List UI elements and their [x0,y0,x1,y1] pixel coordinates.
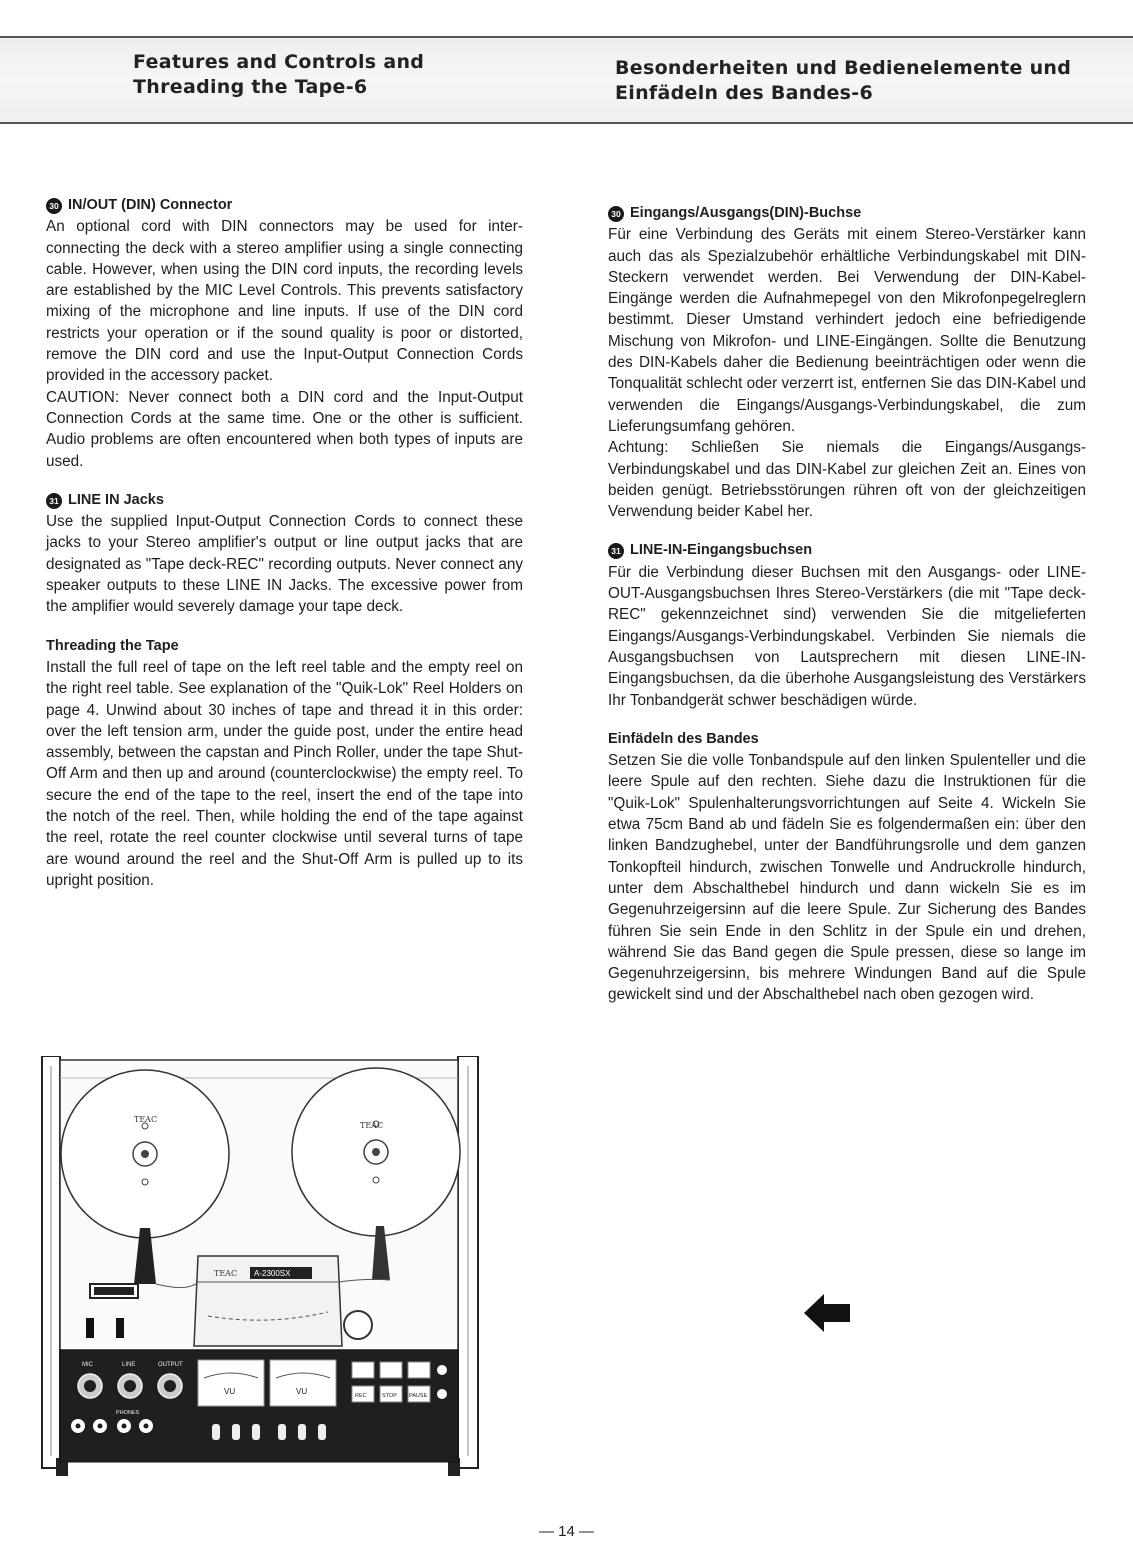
section-31-body: Use the supplied Input-Output Connection Cords to connect these jacks to your Stereo amplifier's output or line output jacks that are designated as "Tape deck-REC" recording outputs. Never connect any speaker outputs to these LINE IN Jacks. The excessive power from the amplifier would severely damage your tape deck. [46,513,523,616]
toggle-switch [232,1424,240,1440]
threading-body: Install the full reel of tape on the left reel table and the empty reel on the right reel table. See explanation of the "Quik-Lok" Reel Holders on page 4. Unwind about 30 inches of tape and thread it in this order: over the left tension arm, under the guide post, under the entire head assembly, between the capstan and Pinch Roller, under the tape Shut-Off Arm and then up and around (counterclockwise) the empty reel. To secure the end of the tape to the reel, insert the end of the tape into the notch of the reel. Then, while holding the end of the tape against the reel, rotate the reel counter clockwise until several turns of tape are wound around the reel and the Shut-Off Arm is pulled up to its upright position. [46,658,523,889]
header-title-english-line2: Threading the Tape-6 [133,76,368,98]
transport-label-rec: REC [355,1393,367,1399]
knob-label-mic: MIC [82,1362,93,1368]
section-30-body: An optional cord with DIN connectors may be used for inter-connecting the deck with a stereo amplifier using a single connecting cable. However, when using the DIN cord inputs, the recording levels are established by the MIC Level Controls. This prevents satisfactory mixing of the microphone and line inputs. If use of the DIN cord restricts your operation or if the sound quality is poor or distorted, remove the DIN cord and use the Input-Output Connection Cords provided in the accessory packet. [46,218,523,385]
german-column [608,203,1086,1006]
page-number: — 14 — [538,1523,595,1540]
toggle-switch [298,1424,306,1440]
toggle-switch [318,1424,326,1440]
section-31-body-de: Für die Verbindung dieser Buchsen mit den Ausgangs- oder LINE-OUT-Ausgangsbuchsen Ihres Stereo-Verstärkers (die mit "Tape deck-REC" gekennzeichnet sind) verwenden Sie die mitgelieferten Eingangs/Ausgangs-Verbindungskabel. Verbinden Sie niemals die Ausgangsbuchsen von Lautsprechern mit diesen LINE-IN-Eingangsbuchsen, da die überhohe Ausgangsleistung des Verstärkers Ihr Tonbandgerät schwer beschädigen würde. [608,563,1086,709]
toggle-switch [252,1424,260,1440]
phones-label: PHONES [116,1410,140,1416]
section-number-badge: 31 [608,543,624,559]
section-30-body-de: Für eine Verbindung des Geräts mit einem Stereo-Verstärker kann auch das als Spezialzubehör erhältliche Verbindungskabel mit DIN-Steckern verwendet werden. Bei Verwendung der DIN-Kabel-Eingänge werden die Aufnahmepegel von den Mikrofonpegelreglern bestimmt. Dieser Umstand verhindert jedoch eine befriedigende Mischung von Mikrofon- und LINE-Eingängen. Sollte die Benutzung des DIN-Kabels daher die Bedienung beeinträchtigen oder wenn die Tonqualität schlecht oder verzerrt ist, entfernen Sie das DIN-Kabel und verwenden die Eingangs/Ausgangs-Verbindungskabel, die zum Lieferungsumfang gehören. [608,226,1086,435]
section-31-title: LINE IN Jacks [68,491,164,508]
vu-label-left: VU [224,1387,236,1396]
section-31-title-de: LINE-IN-Eingangsbuchsen [630,542,813,559]
section-30-title: IN/OUT (DIN) Connector [68,197,233,213]
left-reel-brand: TEAC [134,1115,158,1124]
section-number-badge: 30 [46,198,62,214]
section-30-caution-de: Achtung: Schließen Sie niemals die Eingangs/Ausgangs-Verbindungskabel und das DIN-Kabel zur gleichen Zeit an. Eines von beiden genügt. Betriebsstörungen rühren oft von der gleichzeitigen Verwendung beider Kabel her. [608,439,1086,521]
section-number-badge: 30 [608,206,624,222]
transport-label-pause: PAUSE [409,1393,428,1399]
section-31-heading-de [608,540,1086,561]
section-30-title-de: Eingangs/Ausgangs(DIN)-Buchse [630,205,862,221]
model-label: A-2300SX [254,1269,291,1278]
transport-label-stop: STOP [382,1393,397,1399]
toggle-switch [212,1424,220,1440]
toggle-switch [278,1424,286,1440]
header-title-english [133,50,424,100]
tape-deck-illustration [38,1056,486,1480]
header-title-german-line2: Einfädeln des Bandes-6 [615,82,873,104]
section-number-badge: 31 [46,493,62,509]
knob-label-line: LINE [122,1362,136,1368]
section-30-heading [46,195,523,216]
section-31-heading [46,490,523,511]
threading-heading-de: Einfädeln des Bandes [608,730,759,747]
knob-label-output: OUTPUT [158,1362,183,1368]
vu-label-right: VU [296,1387,308,1396]
pinch-roller [344,1311,372,1339]
english-column [46,195,523,891]
vu-meter-left [198,1360,264,1406]
section-30-heading-de [608,203,1086,224]
power-switch [86,1318,94,1338]
head-brand: TEAC [214,1269,238,1278]
rewind-button [352,1362,374,1378]
back-arrow-icon [802,1290,852,1336]
header-title-german-line1: Besonderheiten und Bedienelemente und [615,57,1072,79]
header-title-english-line1: Features and Controls and [133,51,425,73]
threading-body-de: Setzen Sie die volle Tonbandspule auf den linken Spulenteller und die leere Spule auf den rechten. Siehe dazu die Instruktionen für die "Quik-Lok" Spulenhalterungsvorrichtungen auf Seite 4. Wickeln Sie etwa 75cm Band ab und fädeln Sie es folgendermaßen ein: über den linken Bandzughebel, unter der Bandführungsrolle und dem ganzen Tonkopfteil hindurch, zwischen Tonwelle und Andruckrolle hindurch, unter dem Abschalthebel hindurch und dann wickeln Sie es im Gegenuhrzeigersinn auf die leere Spule. Zur Sicherung des Bandes führen Sie sein Ende in den Schlitz in der Spule ein und drehen, während Sie das Band gegen die Spule pressen, diese so lange im Gegenuhrzeigersinn, bis mehrere Windungen Band auf die Spule gewickelt sind und der Abschalthebel nach oben gezogen wird. [608,752,1086,1004]
header-title-german [615,56,1071,106]
threading-heading: Threading the Tape [46,637,179,654]
vu-meter-right [270,1360,336,1406]
fast-forward-button [408,1362,430,1378]
section-30-caution: CAUTION: Never connect both a DIN cord and the Input-Output Connection Cords at the same time. One or the other is sufficient. Audio problems are often encountered when both types of inputs are used. [46,388,523,470]
play-button [380,1362,402,1378]
eject-switch [116,1318,124,1338]
right-reel-brand: TEAC [360,1121,384,1130]
